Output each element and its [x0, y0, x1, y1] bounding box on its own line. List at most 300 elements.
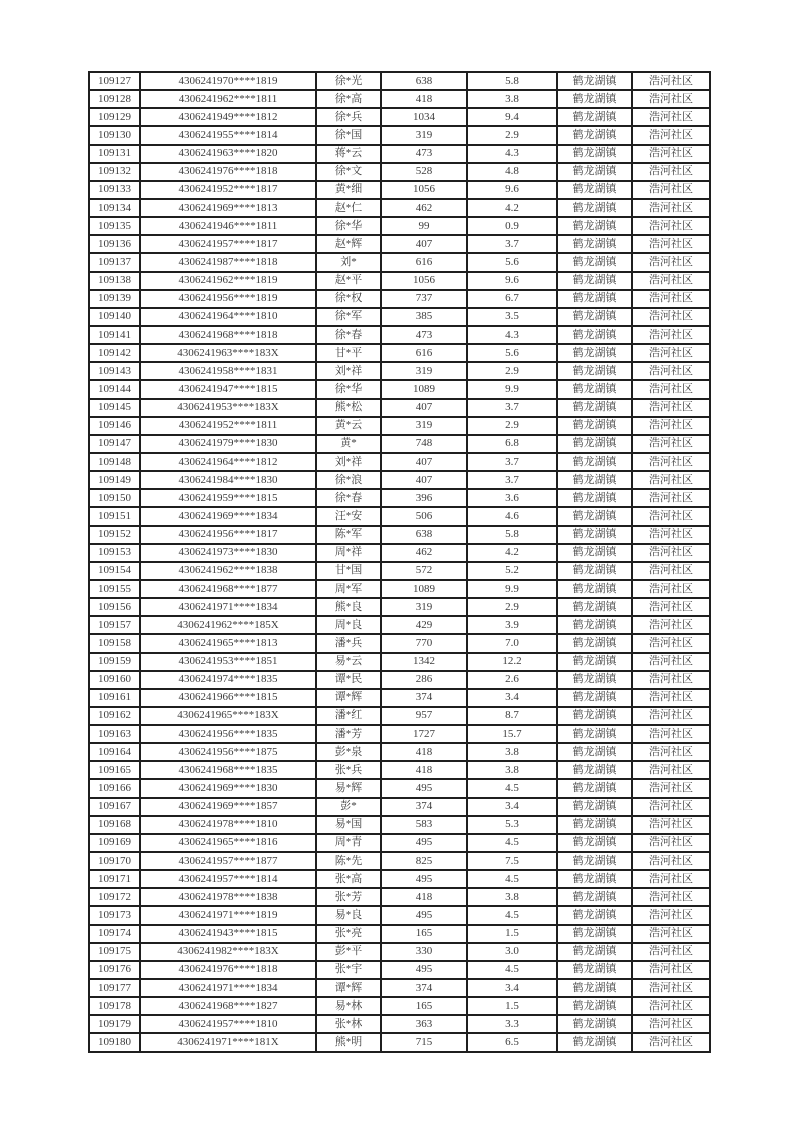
cell-name: 徐*华 — [316, 380, 381, 398]
cell-seq: 109163 — [89, 725, 140, 743]
cell-town: 鹤龙湖镇 — [557, 689, 632, 707]
cell-community: 浩河社区 — [632, 689, 710, 707]
cell-town: 鹤龙湖镇 — [557, 272, 632, 290]
table-row — [89, 163, 710, 181]
cell-town: 鹤龙湖镇 — [557, 852, 632, 870]
cell-seq: 109140 — [89, 308, 140, 326]
cell-percent: 3.7 — [467, 235, 557, 253]
cell-id-number: 4306241978****1838 — [140, 888, 316, 906]
table-row — [89, 906, 710, 924]
cell-id-number: 4306241962****1819 — [140, 272, 316, 290]
cell-seq: 109131 — [89, 145, 140, 163]
table-row — [89, 272, 710, 290]
cell-percent: 4.2 — [467, 544, 557, 562]
cell-id-number: 4306241969****1813 — [140, 199, 316, 217]
cell-percent: 4.3 — [467, 145, 557, 163]
cell-id-number: 4306241956****1817 — [140, 526, 316, 544]
cell-percent: 5.2 — [467, 562, 557, 580]
cell-id-number: 4306241962****1811 — [140, 90, 316, 108]
cell-value: 1342 — [381, 653, 467, 671]
cell-seq: 109153 — [89, 544, 140, 562]
cell-percent: 7.0 — [467, 634, 557, 652]
cell-id-number: 4306241971****1834 — [140, 979, 316, 997]
cell-percent: 7.5 — [467, 852, 557, 870]
cell-seq: 109141 — [89, 326, 140, 344]
cell-value: 418 — [381, 761, 467, 779]
cell-seq: 109168 — [89, 816, 140, 834]
cell-seq: 109171 — [89, 870, 140, 888]
table-row — [89, 453, 710, 471]
cell-name: 谭*辉 — [316, 979, 381, 997]
cell-seq: 109161 — [89, 689, 140, 707]
cell-value: 418 — [381, 90, 467, 108]
cell-percent: 1.5 — [467, 997, 557, 1015]
cell-percent: 4.6 — [467, 507, 557, 525]
cell-percent: 9.4 — [467, 108, 557, 126]
cell-community: 浩河社区 — [632, 634, 710, 652]
table-row — [89, 943, 710, 961]
cell-town: 鹤龙湖镇 — [557, 816, 632, 834]
cell-value: 495 — [381, 834, 467, 852]
cell-name: 徐*权 — [316, 290, 381, 308]
table-row — [89, 471, 710, 489]
cell-id-number: 4306241976****1818 — [140, 961, 316, 979]
cell-percent: 15.7 — [467, 725, 557, 743]
cell-id-number: 4306241962****1838 — [140, 562, 316, 580]
cell-seq: 109152 — [89, 526, 140, 544]
cell-id-number: 4306241957****1877 — [140, 852, 316, 870]
cell-id-number: 4306241965****1816 — [140, 834, 316, 852]
cell-seq: 109179 — [89, 1015, 140, 1033]
cell-name: 张*亮 — [316, 925, 381, 943]
table-row — [89, 779, 710, 797]
cell-seq: 109154 — [89, 562, 140, 580]
cell-seq: 109132 — [89, 163, 140, 181]
cell-town: 鹤龙湖镇 — [557, 997, 632, 1015]
cell-community: 浩河社区 — [632, 671, 710, 689]
cell-value: 319 — [381, 362, 467, 380]
cell-id-number: 4306241987****1818 — [140, 253, 316, 271]
cell-town: 鹤龙湖镇 — [557, 834, 632, 852]
cell-id-number: 4306241971****1819 — [140, 906, 316, 924]
cell-town: 鹤龙湖镇 — [557, 126, 632, 144]
table-row — [89, 380, 710, 398]
cell-seq: 109156 — [89, 598, 140, 616]
cell-id-number: 4306241958****1831 — [140, 362, 316, 380]
cell-value: 495 — [381, 870, 467, 888]
table-row — [89, 653, 710, 671]
cell-name: 徐*华 — [316, 217, 381, 235]
table-row — [89, 435, 710, 453]
table-row — [89, 399, 710, 417]
cell-town: 鹤龙湖镇 — [557, 471, 632, 489]
cell-community: 浩河社区 — [632, 181, 710, 199]
cell-value: 583 — [381, 816, 467, 834]
cell-id-number: 4306241968****1827 — [140, 997, 316, 1015]
table-row — [89, 870, 710, 888]
cell-percent: 4.5 — [467, 779, 557, 797]
cell-percent: 3.7 — [467, 453, 557, 471]
table-row — [89, 126, 710, 144]
cell-community: 浩河社区 — [632, 471, 710, 489]
cell-value: 495 — [381, 961, 467, 979]
cell-value: 462 — [381, 199, 467, 217]
cell-community: 浩河社区 — [632, 163, 710, 181]
cell-community: 浩河社区 — [632, 217, 710, 235]
cell-community: 浩河社区 — [632, 852, 710, 870]
cell-name: 易*良 — [316, 906, 381, 924]
cell-percent: 2.6 — [467, 671, 557, 689]
cell-town: 鹤龙湖镇 — [557, 108, 632, 126]
cell-value: 473 — [381, 326, 467, 344]
cell-percent: 5.3 — [467, 816, 557, 834]
cell-name: 张*芳 — [316, 888, 381, 906]
cell-value: 737 — [381, 290, 467, 308]
cell-seq: 109177 — [89, 979, 140, 997]
cell-percent: 3.5 — [467, 308, 557, 326]
cell-seq: 109175 — [89, 943, 140, 961]
cell-value: 407 — [381, 399, 467, 417]
cell-seq: 109162 — [89, 707, 140, 725]
cell-value: 374 — [381, 798, 467, 816]
cell-name: 周*军 — [316, 580, 381, 598]
cell-community: 浩河社区 — [632, 235, 710, 253]
cell-name: 徐*春 — [316, 326, 381, 344]
cell-name: 刘*祥 — [316, 362, 381, 380]
cell-id-number: 4306241973****1830 — [140, 544, 316, 562]
cell-town: 鹤龙湖镇 — [557, 888, 632, 906]
cell-seq: 109136 — [89, 235, 140, 253]
cell-value: 165 — [381, 925, 467, 943]
cell-community: 浩河社区 — [632, 725, 710, 743]
table-row — [89, 235, 710, 253]
cell-percent: 5.6 — [467, 253, 557, 271]
cell-name: 汪*安 — [316, 507, 381, 525]
cell-percent: 4.5 — [467, 961, 557, 979]
cell-name: 徐*浪 — [316, 471, 381, 489]
cell-seq: 109130 — [89, 126, 140, 144]
table-row — [89, 199, 710, 217]
cell-percent: 3.3 — [467, 1015, 557, 1033]
cell-town: 鹤龙湖镇 — [557, 1033, 632, 1052]
cell-name: 黄* — [316, 435, 381, 453]
cell-percent: 2.9 — [467, 362, 557, 380]
cell-name: 蒋*云 — [316, 145, 381, 163]
cell-percent: 3.7 — [467, 471, 557, 489]
cell-seq: 109164 — [89, 743, 140, 761]
cell-seq: 109159 — [89, 653, 140, 671]
cell-name: 易*云 — [316, 653, 381, 671]
cell-value: 506 — [381, 507, 467, 525]
cell-town: 鹤龙湖镇 — [557, 906, 632, 924]
cell-value: 385 — [381, 308, 467, 326]
cell-community: 浩河社区 — [632, 1033, 710, 1052]
cell-seq: 109176 — [89, 961, 140, 979]
records-table — [88, 71, 711, 1053]
cell-community: 浩河社区 — [632, 798, 710, 816]
cell-value: 429 — [381, 616, 467, 634]
cell-seq: 109134 — [89, 199, 140, 217]
cell-id-number: 4306241968****1818 — [140, 326, 316, 344]
cell-community: 浩河社区 — [632, 580, 710, 598]
cell-name: 甘*国 — [316, 562, 381, 580]
table-row — [89, 181, 710, 199]
table-row — [89, 489, 710, 507]
cell-id-number: 4306241968****1835 — [140, 761, 316, 779]
cell-value: 1056 — [381, 181, 467, 199]
cell-percent: 4.2 — [467, 199, 557, 217]
cell-seq: 109129 — [89, 108, 140, 126]
cell-value: 1089 — [381, 380, 467, 398]
cell-town: 鹤龙湖镇 — [557, 634, 632, 652]
cell-id-number: 4306241953****1851 — [140, 653, 316, 671]
cell-name: 彭* — [316, 798, 381, 816]
table-row — [89, 544, 710, 562]
cell-town: 鹤龙湖镇 — [557, 526, 632, 544]
cell-id-number: 4306241956****1819 — [140, 290, 316, 308]
cell-value: 528 — [381, 163, 467, 181]
cell-id-number: 4306241957****1817 — [140, 235, 316, 253]
cell-town: 鹤龙湖镇 — [557, 707, 632, 725]
cell-town: 鹤龙湖镇 — [557, 653, 632, 671]
table-row — [89, 616, 710, 634]
cell-town: 鹤龙湖镇 — [557, 580, 632, 598]
cell-community: 浩河社区 — [632, 761, 710, 779]
cell-value: 418 — [381, 888, 467, 906]
cell-seq: 109127 — [89, 72, 140, 90]
cell-community: 浩河社区 — [632, 489, 710, 507]
cell-seq: 109128 — [89, 90, 140, 108]
cell-community: 浩河社区 — [632, 888, 710, 906]
cell-town: 鹤龙湖镇 — [557, 1015, 632, 1033]
cell-percent: 9.6 — [467, 181, 557, 199]
cell-percent: 3.9 — [467, 616, 557, 634]
cell-value: 407 — [381, 453, 467, 471]
cell-name: 熊*良 — [316, 598, 381, 616]
cell-name: 潘*红 — [316, 707, 381, 725]
cell-name: 易*辉 — [316, 779, 381, 797]
cell-town: 鹤龙湖镇 — [557, 779, 632, 797]
table-row — [89, 1033, 710, 1052]
cell-id-number: 4306241955****1814 — [140, 126, 316, 144]
cell-seq: 109155 — [89, 580, 140, 598]
table-row — [89, 834, 710, 852]
cell-community: 浩河社区 — [632, 616, 710, 634]
cell-name: 易*国 — [316, 816, 381, 834]
cell-seq: 109160 — [89, 671, 140, 689]
cell-town: 鹤龙湖镇 — [557, 453, 632, 471]
cell-percent: 1.5 — [467, 925, 557, 943]
cell-community: 浩河社区 — [632, 399, 710, 417]
cell-community: 浩河社区 — [632, 906, 710, 924]
cell-community: 浩河社区 — [632, 199, 710, 217]
table-row — [89, 253, 710, 271]
table-row — [89, 344, 710, 362]
cell-percent: 12.2 — [467, 653, 557, 671]
cell-community: 浩河社区 — [632, 108, 710, 126]
cell-town: 鹤龙湖镇 — [557, 362, 632, 380]
table-row — [89, 707, 710, 725]
table-row — [89, 326, 710, 344]
cell-community: 浩河社区 — [632, 362, 710, 380]
cell-town: 鹤龙湖镇 — [557, 798, 632, 816]
cell-seq: 109137 — [89, 253, 140, 271]
cell-town: 鹤龙湖镇 — [557, 326, 632, 344]
cell-town: 鹤龙湖镇 — [557, 761, 632, 779]
cell-community: 浩河社区 — [632, 290, 710, 308]
cell-value: 165 — [381, 997, 467, 1015]
cell-community: 浩河社区 — [632, 308, 710, 326]
cell-percent: 9.6 — [467, 272, 557, 290]
cell-value: 330 — [381, 943, 467, 961]
cell-name: 彭*平 — [316, 943, 381, 961]
cell-percent: 4.8 — [467, 163, 557, 181]
cell-percent: 4.3 — [467, 326, 557, 344]
cell-community: 浩河社区 — [632, 961, 710, 979]
cell-community: 浩河社区 — [632, 979, 710, 997]
cell-name: 易*林 — [316, 997, 381, 1015]
cell-seq: 109157 — [89, 616, 140, 634]
cell-community: 浩河社区 — [632, 126, 710, 144]
cell-community: 浩河社区 — [632, 925, 710, 943]
cell-value: 396 — [381, 489, 467, 507]
cell-percent: 3.8 — [467, 888, 557, 906]
cell-name: 谭*民 — [316, 671, 381, 689]
cell-town: 鹤龙湖镇 — [557, 344, 632, 362]
cell-percent: 4.5 — [467, 870, 557, 888]
cell-town: 鹤龙湖镇 — [557, 380, 632, 398]
cell-town: 鹤龙湖镇 — [557, 235, 632, 253]
cell-town: 鹤龙湖镇 — [557, 943, 632, 961]
cell-id-number: 4306241968****1877 — [140, 580, 316, 598]
cell-value: 374 — [381, 689, 467, 707]
cell-seq: 109174 — [89, 925, 140, 943]
cell-percent: 6.8 — [467, 435, 557, 453]
cell-seq: 109146 — [89, 417, 140, 435]
cell-name: 潘*芳 — [316, 725, 381, 743]
cell-value: 1089 — [381, 580, 467, 598]
cell-id-number: 4306241976****1818 — [140, 163, 316, 181]
cell-town: 鹤龙湖镇 — [557, 163, 632, 181]
cell-seq: 109142 — [89, 344, 140, 362]
cell-percent: 3.4 — [467, 798, 557, 816]
cell-town: 鹤龙湖镇 — [557, 544, 632, 562]
cell-seq: 109172 — [89, 888, 140, 906]
cell-community: 浩河社区 — [632, 90, 710, 108]
cell-id-number: 4306241969****1834 — [140, 507, 316, 525]
cell-community: 浩河社区 — [632, 435, 710, 453]
table-row — [89, 217, 710, 235]
table-row — [89, 979, 710, 997]
cell-seq: 109147 — [89, 435, 140, 453]
table-row — [89, 362, 710, 380]
cell-name: 赵*辉 — [316, 235, 381, 253]
cell-community: 浩河社区 — [632, 707, 710, 725]
cell-value: 638 — [381, 72, 467, 90]
cell-community: 浩河社区 — [632, 526, 710, 544]
cell-percent: 3.8 — [467, 90, 557, 108]
cell-name: 张*高 — [316, 870, 381, 888]
cell-percent: 6.5 — [467, 1033, 557, 1052]
cell-value: 286 — [381, 671, 467, 689]
cell-percent: 0.9 — [467, 217, 557, 235]
cell-community: 浩河社区 — [632, 743, 710, 761]
cell-town: 鹤龙湖镇 — [557, 72, 632, 90]
table-row — [89, 580, 710, 598]
cell-community: 浩河社区 — [632, 145, 710, 163]
cell-seq: 109170 — [89, 852, 140, 870]
cell-name: 徐*军 — [316, 308, 381, 326]
cell-name: 彭*泉 — [316, 743, 381, 761]
cell-community: 浩河社区 — [632, 453, 710, 471]
cell-town: 鹤龙湖镇 — [557, 562, 632, 580]
cell-community: 浩河社区 — [632, 943, 710, 961]
cell-town: 鹤龙湖镇 — [557, 290, 632, 308]
cell-name: 徐*高 — [316, 90, 381, 108]
cell-value: 1727 — [381, 725, 467, 743]
cell-value: 638 — [381, 526, 467, 544]
records-table-body — [89, 72, 710, 1052]
cell-percent: 5.8 — [467, 526, 557, 544]
cell-community: 浩河社区 — [632, 779, 710, 797]
table-row — [89, 634, 710, 652]
cell-percent: 2.9 — [467, 417, 557, 435]
cell-seq: 109143 — [89, 362, 140, 380]
cell-percent: 3.4 — [467, 979, 557, 997]
cell-id-number: 4306241953****183X — [140, 399, 316, 417]
cell-town: 鹤龙湖镇 — [557, 417, 632, 435]
cell-town: 鹤龙湖镇 — [557, 253, 632, 271]
cell-name: 周*良 — [316, 616, 381, 634]
cell-seq: 109166 — [89, 779, 140, 797]
cell-seq: 109178 — [89, 997, 140, 1015]
cell-seq: 109138 — [89, 272, 140, 290]
cell-id-number: 4306241956****1835 — [140, 725, 316, 743]
cell-town: 鹤龙湖镇 — [557, 181, 632, 199]
cell-id-number: 4306241969****1857 — [140, 798, 316, 816]
cell-id-number: 4306241971****1834 — [140, 598, 316, 616]
cell-value: 748 — [381, 435, 467, 453]
cell-community: 浩河社区 — [632, 870, 710, 888]
cell-id-number: 4306241963****183X — [140, 344, 316, 362]
table-row — [89, 997, 710, 1015]
cell-name: 熊*明 — [316, 1033, 381, 1052]
cell-town: 鹤龙湖镇 — [557, 145, 632, 163]
cell-id-number: 4306241959****1815 — [140, 489, 316, 507]
cell-value: 616 — [381, 344, 467, 362]
cell-seq: 109158 — [89, 634, 140, 652]
cell-percent: 9.9 — [467, 380, 557, 398]
cell-name: 陈*军 — [316, 526, 381, 544]
cell-id-number: 4306241982****183X — [140, 943, 316, 961]
cell-value: 572 — [381, 562, 467, 580]
cell-percent: 4.5 — [467, 834, 557, 852]
cell-id-number: 4306241943****1815 — [140, 925, 316, 943]
cell-name: 熊*松 — [316, 399, 381, 417]
cell-seq: 109148 — [89, 453, 140, 471]
cell-town: 鹤龙湖镇 — [557, 616, 632, 634]
cell-name: 张*林 — [316, 1015, 381, 1033]
cell-community: 浩河社区 — [632, 344, 710, 362]
table-row — [89, 308, 710, 326]
cell-percent: 3.8 — [467, 761, 557, 779]
cell-value: 418 — [381, 743, 467, 761]
cell-id-number: 4306241962****185X — [140, 616, 316, 634]
table-row — [89, 598, 710, 616]
table-row — [89, 816, 710, 834]
cell-seq: 109151 — [89, 507, 140, 525]
cell-seq: 109180 — [89, 1033, 140, 1052]
